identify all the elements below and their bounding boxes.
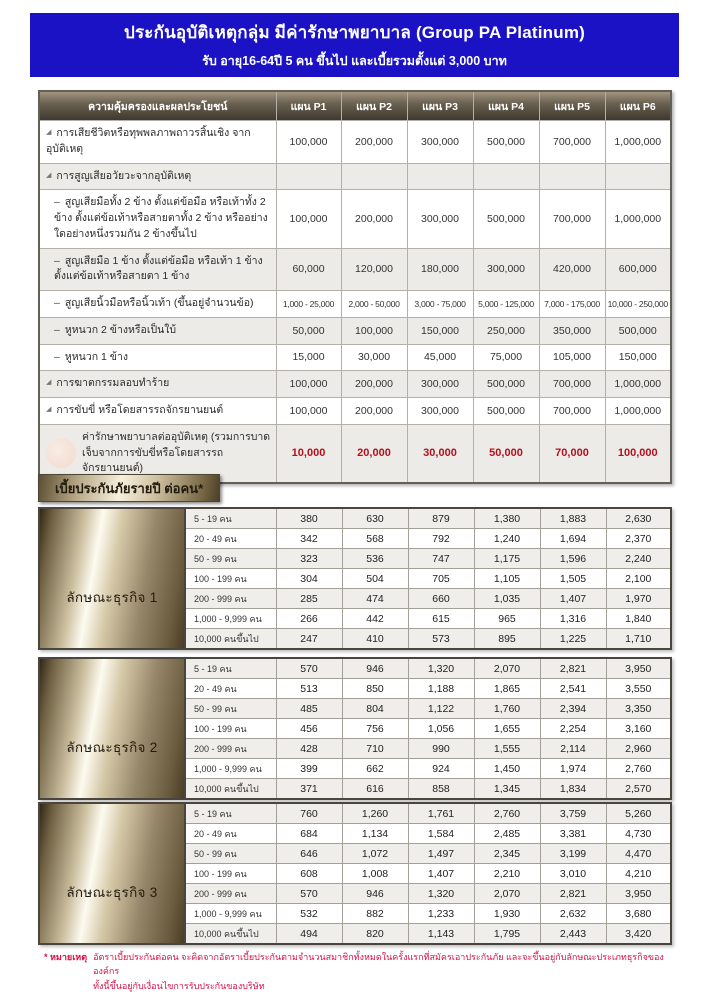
premium-value-cell: 1,345 [474, 779, 540, 800]
benefit-value-cell: 1,000,000 [605, 398, 671, 425]
page-title: ประกันอุบัติเหตุกลุ่ม มีค่ารักษาพยาบาล (Group PA Platinum) [123, 23, 586, 42]
business-type-label: ลักษณะธุรกิจ 1 [66, 589, 158, 605]
premium-value-cell: 924 [408, 759, 474, 779]
premium-value-cell: 2,070 [474, 884, 540, 904]
premium-value-cell: 1,260 [342, 803, 408, 824]
premium-value-cell: 1,760 [474, 699, 540, 719]
benefit-value-cell: 500,000 [605, 317, 671, 344]
premium-value-cell: 2,114 [540, 739, 606, 759]
benefit-value-cell: 120,000 [341, 248, 407, 291]
premium-value-cell: 2,100 [606, 569, 671, 589]
premium-value-cell: 474 [342, 589, 408, 609]
benefit-value-cell [276, 163, 341, 190]
premium-value-cell: 1,240 [474, 529, 540, 549]
premium-value-cell: 266 [276, 609, 342, 629]
benefit-value-cell: 1,000,000 [605, 190, 671, 248]
benefit-value-cell: 300,000 [407, 121, 473, 164]
premium-value-cell: 3,550 [606, 679, 671, 699]
premium-value-cell: 2,541 [540, 679, 606, 699]
coverage-row [39, 163, 671, 190]
premium-value-cell: 3,759 [540, 803, 606, 824]
plan-column-header: แผน P5 [539, 91, 605, 121]
premium-value-cell: 2,370 [606, 529, 671, 549]
benefit-value-cell: 20,000 [341, 424, 407, 483]
benefit-label: หูหนวก 2 ข้างหรือเป็นใบ้ [64, 323, 177, 336]
premium-value-cell: 705 [408, 569, 474, 589]
coverage-header-row [39, 91, 671, 121]
premium-table-business-type-3 [38, 802, 672, 945]
premium-value-cell: 456 [276, 719, 342, 739]
benefit-value-cell: 700,000 [539, 190, 605, 248]
triangle-bullet-icon: ◢ [46, 379, 52, 387]
premium-value-cell: 2,632 [540, 904, 606, 924]
premium-value-cell: 965 [474, 609, 540, 629]
premium-value-cell: 1,694 [540, 529, 606, 549]
group-size-cell: 20 - 49 คน [185, 679, 276, 699]
premium-value-cell: 3,420 [606, 924, 671, 945]
premium-value-cell: 2,821 [540, 658, 606, 679]
premium-value-cell: 1,035 [474, 589, 540, 609]
benefit-value-cell: 30,000 [407, 424, 473, 483]
premium-value-cell: 4,730 [606, 824, 671, 844]
premium-value-cell: 1,865 [474, 679, 540, 699]
benefit-value-cell: 105,000 [539, 344, 605, 371]
benefit-value-cell: 70,000 [539, 424, 605, 483]
benefit-label: การขับขี่ หรือโดยสารรถจักรยานยนต์ [56, 404, 224, 416]
benefit-label: การฆาตกรรมลอบทำร้าย [56, 377, 170, 390]
premium-value-cell: 662 [342, 759, 408, 779]
premium-value-cell: 1,072 [342, 844, 408, 864]
premium-value-cell: 2,760 [606, 759, 671, 779]
group-size-cell: 10,000 คนขึ้นไป [185, 629, 276, 650]
premium-value-cell: 3,680 [606, 904, 671, 924]
premium-value-cell: 323 [276, 549, 342, 569]
premium-value-cell: 1,188 [408, 679, 474, 699]
premium-value-cell: 3,950 [606, 658, 671, 679]
group-size-cell: 200 - 999 คน [185, 884, 276, 904]
benefit-label-cell [39, 317, 276, 344]
premium-value-cell: 570 [276, 658, 342, 679]
premium-value-cell: 247 [276, 629, 342, 650]
group-size-cell: 10,000 คนขึ้นไป [185, 779, 276, 800]
benefit-value-cell [473, 163, 539, 190]
benefit-value-cell [407, 163, 473, 190]
benefit-value-cell: 3,000 - 75,000 [407, 291, 473, 318]
benefit-label-cell [39, 344, 276, 371]
premium-value-cell: 442 [342, 609, 408, 629]
business-type-label: ลักษณะธุรกิจ 3 [66, 884, 158, 900]
benefit-value-cell: 2,000 - 50,000 [341, 291, 407, 318]
premium-value-cell: 304 [276, 569, 342, 589]
premium-value-cell: 536 [342, 549, 408, 569]
plan-column-header: แผน P6 [605, 91, 671, 121]
benefit-value-cell: 500,000 [473, 121, 539, 164]
premium-value-cell: 1,761 [408, 803, 474, 824]
benefit-column-header: ความคุ้มครองและผลประโยชน์ [39, 91, 276, 121]
premium-value-cell: 1,655 [474, 719, 540, 739]
benefit-value-cell: 300,000 [407, 398, 473, 425]
premium-table-business-type-2 [38, 657, 672, 800]
benefit-label: การเสียชีวิตหรือทุพพลภาพถาวรสิ้นเชิง จากอุบัติเหตุ [46, 127, 251, 155]
premium-value-cell: 3,199 [540, 844, 606, 864]
group-size-cell: 1,000 - 9,999 คน [185, 904, 276, 924]
benefit-label: สูญเสียนิ้วมือหรือนิ้วเท้า (ขึ้นอยู่จำนวนข้อ) [64, 297, 254, 309]
premium-value-cell: 1,143 [408, 924, 474, 945]
group-size-cell: 5 - 19 คน [185, 658, 276, 679]
premium-value-cell: 1,974 [540, 759, 606, 779]
premium-value-cell: 1,497 [408, 844, 474, 864]
group-size-cell: 50 - 99 คน [185, 844, 276, 864]
group-size-cell: 100 - 199 คน [185, 569, 276, 589]
premium-value-cell: 570 [276, 884, 342, 904]
coverage-row [39, 248, 671, 291]
group-size-cell: 50 - 99 คน [185, 699, 276, 719]
premium-value-cell: 756 [342, 719, 408, 739]
premium-value-cell: 1,233 [408, 904, 474, 924]
premium-value-cell: 1,450 [474, 759, 540, 779]
benefit-value-cell: 45,000 [407, 344, 473, 371]
premium-value-cell: 1,225 [540, 629, 606, 650]
premium-value-cell: 1,795 [474, 924, 540, 945]
benefit-label-cell [39, 163, 276, 190]
dash-bullet-icon: – [54, 254, 60, 267]
benefit-value-cell: 75,000 [473, 344, 539, 371]
premium-value-cell: 1,596 [540, 549, 606, 569]
plan-column-header: แผน P2 [341, 91, 407, 121]
premium-value-cell: 371 [276, 779, 342, 800]
benefit-value-cell: 500,000 [473, 398, 539, 425]
premium-value-cell: 2,345 [474, 844, 540, 864]
group-size-cell: 1,000 - 9,999 คน [185, 609, 276, 629]
premium-value-cell: 1,584 [408, 824, 474, 844]
premium-value-cell: 608 [276, 864, 342, 884]
plan-column-header: แผน P3 [407, 91, 473, 121]
business-type-cell [39, 508, 185, 649]
premium-value-cell: 858 [408, 779, 474, 800]
group-size-cell: 20 - 49 คน [185, 824, 276, 844]
premium-value-cell: 3,160 [606, 719, 671, 739]
benefit-value-cell [539, 163, 605, 190]
premium-value-cell: 3,950 [606, 884, 671, 904]
premium-value-cell: 1,380 [474, 508, 540, 529]
dash-bullet-icon: – [54, 196, 60, 209]
benefit-value-cell: 100,000 [605, 424, 671, 483]
benefit-value-cell: 1,000,000 [605, 371, 671, 398]
premium-value-cell: 2,254 [540, 719, 606, 739]
premium-value-cell: 1,316 [540, 609, 606, 629]
benefit-value-cell: 60,000 [276, 248, 341, 291]
premium-value-cell: 646 [276, 844, 342, 864]
benefit-value-cell: 180,000 [407, 248, 473, 291]
benefit-value-cell: 700,000 [539, 398, 605, 425]
benefit-value-cell: 700,000 [539, 121, 605, 164]
premium-value-cell: 4,210 [606, 864, 671, 884]
business-type-label: ลักษณะธุรกิจ 2 [66, 739, 158, 755]
benefit-value-cell: 100,000 [276, 121, 341, 164]
benefit-value-cell: 300,000 [473, 248, 539, 291]
premium-value-cell: 1,134 [342, 824, 408, 844]
coverage-row [39, 344, 671, 371]
coverage-row [39, 190, 671, 248]
premium-value-cell: 2,240 [606, 549, 671, 569]
group-size-cell: 1,000 - 9,999 คน [185, 759, 276, 779]
premium-value-cell: 804 [342, 699, 408, 719]
plan-column-header: แผน P4 [473, 91, 539, 121]
premium-value-cell: 5,260 [606, 803, 671, 824]
premium-value-cell: 1,930 [474, 904, 540, 924]
premium-value-cell: 410 [342, 629, 408, 650]
coverage-row [39, 291, 671, 318]
footnote-marker: * หมายเหตุ [44, 952, 88, 962]
premium-value-cell: 660 [408, 589, 474, 609]
premium-value-cell: 1,056 [408, 719, 474, 739]
benefit-value-cell: 100,000 [276, 398, 341, 425]
benefit-value-cell: 350,000 [539, 317, 605, 344]
benefit-value-cell [605, 163, 671, 190]
benefit-label: สูญเสียมือทั้ง 2 ข้าง ตั้งแต่ข้อมือ หรือเท้าทั้ง 2 ข้าง ตั้งแต่ข้อเท้าหรือสายตาทั้ง 2 ข้าง หรืออย่างใดอย่างหนึ่งรวมกัน 2 ข้างขึ้นไป [54, 196, 268, 240]
premium-value-cell: 2,570 [606, 779, 671, 800]
premium-value-cell: 380 [276, 508, 342, 529]
premium-row [39, 508, 671, 529]
premium-value-cell: 760 [276, 803, 342, 824]
benefit-label: สูญเสียมือ 1 ข้าง ตั้งแต่ข้อมือ หรือเท้า 1 ข้าง ตั้งแต่ข้อเท้าหรือสายตา 1 ข้าง [54, 254, 263, 283]
benefit-value-cell: 5,000 - 125,000 [473, 291, 539, 318]
benefit-value-cell: 100,000 [276, 190, 341, 248]
benefit-value-cell: 300,000 [407, 371, 473, 398]
premium-value-cell: 1,175 [474, 549, 540, 569]
business-type-cell [39, 658, 185, 799]
group-size-cell: 10,000 คนขึ้นไป [185, 924, 276, 945]
footnote [44, 950, 689, 993]
premium-value-cell: 513 [276, 679, 342, 699]
benefit-label-cell [39, 121, 276, 164]
annual-premium-banner: เบี้ยประกันภัยรายปี ต่อคน* [38, 474, 220, 502]
premium-value-cell: 895 [474, 629, 540, 650]
business-type-cell [39, 803, 185, 944]
premium-value-cell: 2,485 [474, 824, 540, 844]
group-size-cell: 5 - 19 คน [185, 803, 276, 824]
watermark-circle-icon [46, 438, 76, 468]
premium-value-cell: 946 [342, 658, 408, 679]
premium-value-cell: 946 [342, 884, 408, 904]
dash-bullet-icon: – [54, 323, 60, 336]
premium-value-cell: 3,010 [540, 864, 606, 884]
plan-column-header: แผน P1 [276, 91, 341, 121]
benefit-label-cell [39, 371, 276, 398]
benefit-value-cell: 10,000 - 250,000 [605, 291, 671, 318]
premium-value-cell: 3,350 [606, 699, 671, 719]
premium-value-cell: 573 [408, 629, 474, 650]
premium-value-cell: 1,834 [540, 779, 606, 800]
premium-value-cell: 285 [276, 589, 342, 609]
triangle-bullet-icon: ◢ [46, 406, 52, 413]
coverage-table [38, 90, 672, 484]
premium-value-cell: 1,505 [540, 569, 606, 589]
premium-value-cell: 2,960 [606, 739, 671, 759]
premium-value-cell: 2,630 [606, 508, 671, 529]
group-size-cell: 100 - 199 คน [185, 864, 276, 884]
premium-value-cell: 990 [408, 739, 474, 759]
benefit-label-cell [39, 291, 276, 318]
benefit-label: ค่ารักษาพยาบาลต่ออุบัติเหตุ (รวมการบาดเจ็บจากการขับขี่หรือโดยสารรถจักรยานยนต์) [82, 430, 271, 475]
premium-value-cell: 1,840 [606, 609, 671, 629]
premium-value-cell: 1,105 [474, 569, 540, 589]
group-size-cell: 20 - 49 คน [185, 529, 276, 549]
benefit-value-cell: 100,000 [276, 371, 341, 398]
benefit-value-cell: 600,000 [605, 248, 671, 291]
premium-value-cell: 684 [276, 824, 342, 844]
benefit-value-cell: 200,000 [341, 398, 407, 425]
premium-value-cell: 2,821 [540, 884, 606, 904]
benefit-value-cell: 500,000 [473, 371, 539, 398]
premium-value-cell: 485 [276, 699, 342, 719]
premium-value-cell: 615 [408, 609, 474, 629]
premium-value-cell: 710 [342, 739, 408, 759]
premium-table-business-type-1 [38, 507, 672, 650]
premium-value-cell: 494 [276, 924, 342, 945]
benefit-label: การสูญเสียอวัยวะจากอุบัติเหตุ [56, 169, 192, 182]
premium-value-cell: 428 [276, 739, 342, 759]
benefit-value-cell [341, 163, 407, 190]
benefit-value-cell: 50,000 [276, 317, 341, 344]
triangle-bullet-icon: ◢ [46, 171, 52, 179]
benefit-label: หูหนวก 1 ข้าง [64, 350, 128, 363]
premium-value-cell: 2,070 [474, 658, 540, 679]
premium-value-cell: 504 [342, 569, 408, 589]
benefit-label-cell [39, 248, 276, 291]
benefit-value-cell: 150,000 [407, 317, 473, 344]
premium-value-cell: 1,710 [606, 629, 671, 650]
benefit-value-cell: 500,000 [473, 190, 539, 248]
premium-value-cell: 2,760 [474, 803, 540, 824]
premium-value-cell: 4,470 [606, 844, 671, 864]
premium-value-cell: 820 [342, 924, 408, 945]
coverage-row [39, 398, 671, 425]
premium-value-cell: 399 [276, 759, 342, 779]
group-size-cell: 50 - 99 คน [185, 549, 276, 569]
benefit-value-cell: 1,000 - 25,000 [276, 291, 341, 318]
premium-value-cell: 1,407 [408, 864, 474, 884]
premium-row [39, 658, 671, 679]
dash-bullet-icon: – [54, 350, 60, 363]
dash-bullet-icon: – [54, 297, 60, 309]
group-size-cell: 100 - 199 คน [185, 719, 276, 739]
benefit-label-cell [39, 190, 276, 248]
premium-value-cell: 1,407 [540, 589, 606, 609]
premium-value-cell: 2,210 [474, 864, 540, 884]
benefit-value-cell: 1,000,000 [605, 121, 671, 164]
premium-value-cell: 1,883 [540, 508, 606, 529]
premium-value-cell: 1,008 [342, 864, 408, 884]
premium-value-cell: 2,394 [540, 699, 606, 719]
premium-value-cell: 1,122 [408, 699, 474, 719]
premium-value-cell: 850 [342, 679, 408, 699]
page-subtitle: รับ อายุ16-64ปี 5 คน ขึ้นไป และเบี้ยรวมตั้งแต่ 3,000 บาท [202, 54, 507, 68]
premium-value-cell: 882 [342, 904, 408, 924]
benefit-value-cell: 7,000 - 175,000 [539, 291, 605, 318]
premium-value-cell: 1,320 [408, 884, 474, 904]
group-size-cell: 200 - 999 คน [185, 739, 276, 759]
benefit-value-cell: 250,000 [473, 317, 539, 344]
premium-value-cell: 1,555 [474, 739, 540, 759]
group-size-cell: 5 - 19 คน [185, 508, 276, 529]
benefit-value-cell: 700,000 [539, 371, 605, 398]
premium-row [39, 803, 671, 824]
benefit-value-cell: 200,000 [341, 190, 407, 248]
benefit-value-cell: 300,000 [407, 190, 473, 248]
premium-value-cell: 879 [408, 508, 474, 529]
premium-value-cell: 792 [408, 529, 474, 549]
premium-value-cell: 1,320 [408, 658, 474, 679]
footnote-text [93, 950, 689, 993]
benefit-value-cell: 50,000 [473, 424, 539, 483]
document-title-banner [30, 13, 679, 77]
triangle-bullet-icon: ◢ [46, 129, 52, 136]
premium-value-cell: 616 [342, 779, 408, 800]
benefit-value-cell: 10,000 [276, 424, 341, 483]
benefit-value-cell: 30,000 [341, 344, 407, 371]
coverage-row [39, 371, 671, 398]
footnote-line-2: ทั้งนี้ขึ้นอยู่กับเงื่อนไขการรับประกันของบริษัท [93, 980, 265, 991]
coverage-table-header [39, 91, 671, 121]
benefit-value-cell: 420,000 [539, 248, 605, 291]
coverage-table-body [39, 121, 671, 484]
coverage-row [39, 317, 671, 344]
benefit-value-cell: 200,000 [341, 371, 407, 398]
premium-value-cell: 1,970 [606, 589, 671, 609]
benefit-value-cell: 200,000 [341, 121, 407, 164]
benefit-value-cell: 100,000 [341, 317, 407, 344]
premium-value-cell: 568 [342, 529, 408, 549]
premium-value-cell: 342 [276, 529, 342, 549]
coverage-row [39, 121, 671, 164]
group-size-cell: 200 - 999 คน [185, 589, 276, 609]
benefit-value-cell: 15,000 [276, 344, 341, 371]
premium-value-cell: 3,381 [540, 824, 606, 844]
premium-value-cell: 747 [408, 549, 474, 569]
premium-value-cell: 2,443 [540, 924, 606, 945]
premium-value-cell: 532 [276, 904, 342, 924]
footnote-line-1: อัตราเบี้ยประกันต่อคน จะคิดจากอัตราเบี้ยประกันตามจำนวนสมาชิกทั้งหมดในครั้งแรกที่สมัครเอาประกันภัย และจะขึ้นอยู่กับลักษณะประเภทธุรกิจขององค์กร [93, 952, 664, 977]
benefit-value-cell: 150,000 [605, 344, 671, 371]
premium-value-cell: 630 [342, 508, 408, 529]
benefit-label-cell [39, 398, 276, 425]
